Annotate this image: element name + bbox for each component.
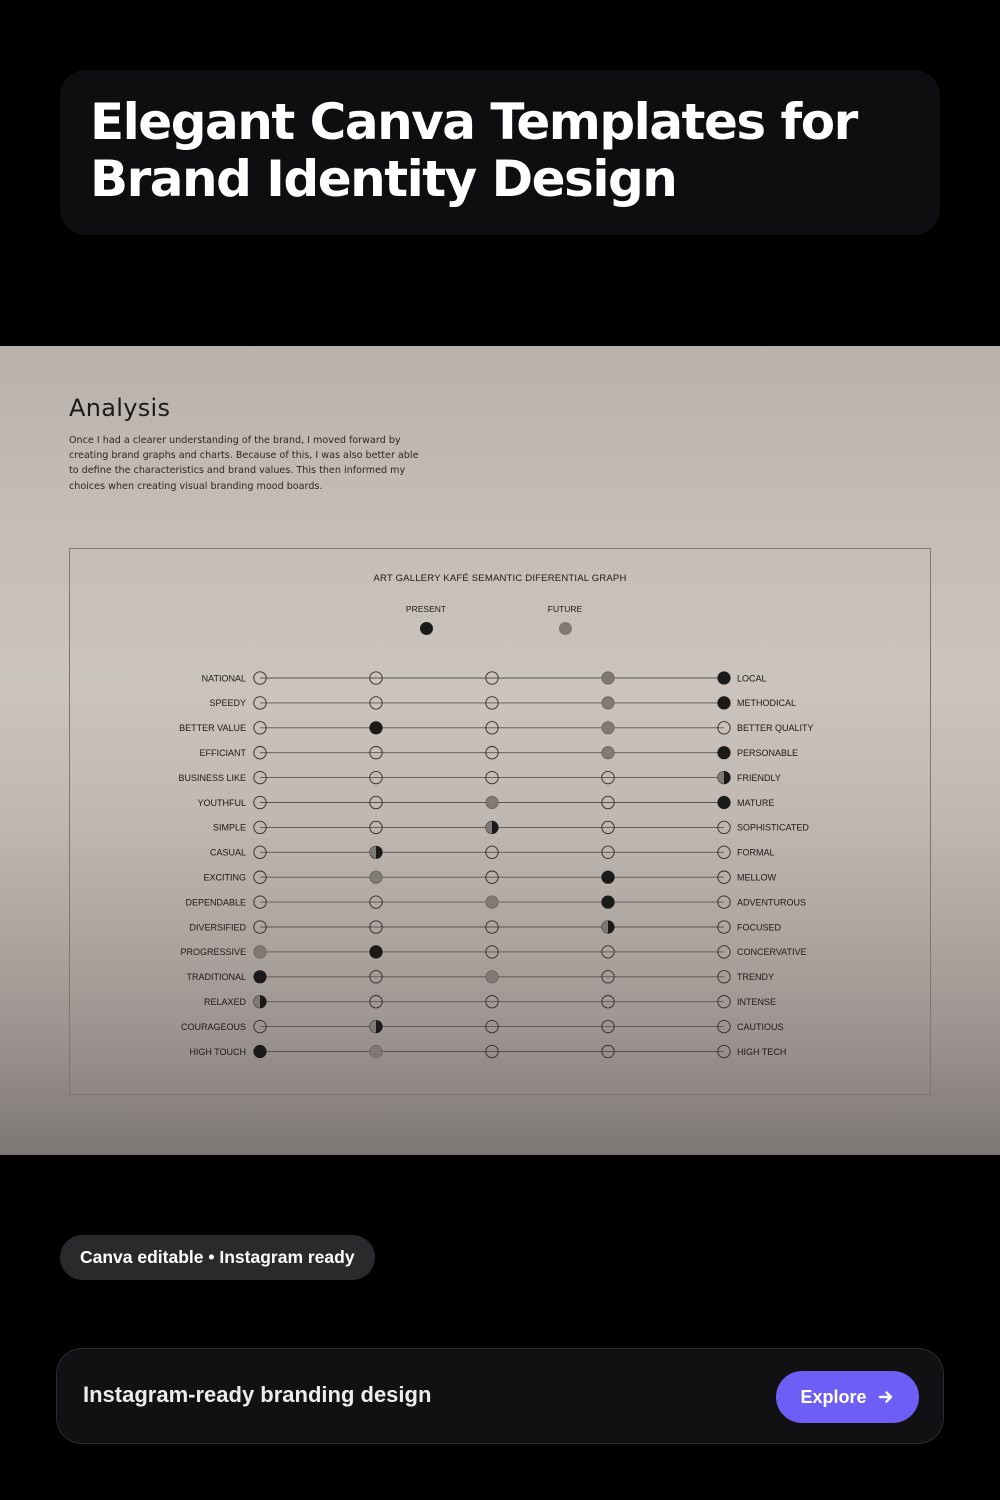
right-trait-label: METHODICAL: [737, 698, 797, 709]
analysis-heading: Analysis: [69, 394, 171, 422]
future-marker: [254, 946, 266, 958]
legend-label-future: FUTURE: [547, 604, 583, 614]
right-trait-label: PERSONABLE: [737, 748, 799, 758]
right-trait-label: CONCERVATIVE: [737, 947, 807, 958]
present-marker: [602, 871, 614, 883]
present-marker: [718, 796, 730, 808]
right-trait-label: FRIENDLY: [737, 772, 781, 783]
left-trait-label: PROGRESSIVE: [180, 947, 246, 958]
left-trait-label: HIGH TOUCH: [189, 1046, 246, 1057]
explore-button-label: Explore: [800, 1386, 867, 1407]
right-trait-label: FORMAL: [737, 847, 775, 858]
right-trait-label: CAUTIOUS: [737, 1021, 784, 1032]
future-marker: [486, 971, 498, 983]
right-trait-label: INTENSE: [737, 997, 777, 1007]
left-trait-label: NATIONAL: [201, 673, 246, 684]
present-marker: [254, 1045, 266, 1057]
graph-title: ART GALLERY KAFÉ SEMANTIC DIFERENTIAL GRAPH: [373, 573, 627, 584]
present-marker: [718, 747, 730, 759]
right-trait-label: SOPHISTICATED: [737, 822, 809, 833]
present-marker: [254, 971, 266, 983]
title-card: [60, 70, 940, 235]
left-trait-label: EFFICIANT: [199, 748, 246, 758]
explore-button[interactable]: [776, 1371, 919, 1423]
present-marker: [370, 946, 382, 958]
left-trait-label: TRADITIONAL: [186, 972, 246, 983]
cta-text: Instagram-ready branding design: [83, 1382, 432, 1407]
right-trait-label: TRENDY: [737, 972, 775, 983]
left-trait-label: DEPENDABLE: [185, 897, 246, 908]
future-half: [370, 1020, 376, 1032]
template-preview: [0, 346, 1000, 1155]
left-trait-label: YOUTHFUL: [197, 797, 246, 808]
right-trait-label: BETTER QUALITY: [737, 723, 814, 734]
analysis-body: Once I had a clearer understanding of the brand, I moved forward by creating brand graphs and charts. Because of this, I was also better able to define the characteristics and brand values. This then informed my choices when creating visual branding mood boards.: [69, 435, 419, 492]
future-marker: [486, 796, 498, 808]
present-marker: [718, 697, 730, 709]
right-trait-label: ADVENTUROUS: [737, 897, 807, 908]
future-half: [370, 846, 376, 858]
graph-plot: [70, 549, 930, 1094]
left-trait-label: RELAXED: [203, 997, 246, 1007]
future-marker: [486, 896, 498, 908]
feature-tag: Canva editable • Instagram ready: [60, 1235, 375, 1280]
right-trait-label: FOCUSED: [737, 922, 782, 933]
left-trait-label: EXCITING: [203, 872, 246, 883]
left-trait-label: COURAGEOUS: [180, 1021, 246, 1032]
legend-label-present: PRESENT: [405, 604, 447, 614]
future-half: [486, 821, 492, 833]
right-trait-label: MELLOW: [737, 872, 777, 883]
left-trait-label: BETTER VALUE: [179, 723, 246, 734]
semantic-graph: [69, 548, 931, 1095]
future-half: [254, 996, 260, 1008]
right-trait-label: LOCAL: [737, 673, 767, 684]
future-marker: [602, 672, 614, 684]
future-half: [602, 921, 608, 933]
future-half: [718, 771, 724, 783]
present-marker: [370, 722, 382, 734]
left-trait-label: BUSINESS LIKE: [178, 772, 246, 783]
page-title: Elegant Canva Templates for Brand Identity Design: [90, 93, 857, 208]
left-trait-label: DIVERSIFIED: [189, 922, 246, 933]
present-marker: [602, 896, 614, 908]
future-marker: [370, 871, 382, 883]
future-marker: [602, 747, 614, 759]
cta-bar: [56, 1348, 944, 1444]
future-marker: [602, 697, 614, 709]
arrow-right-icon: [877, 1388, 895, 1406]
future-marker: [370, 1045, 382, 1057]
right-trait-label: HIGH TECH: [737, 1046, 787, 1057]
left-trait-label: SIMPLE: [212, 822, 246, 833]
present-marker: [718, 672, 730, 684]
future-marker: [602, 722, 614, 734]
right-trait-label: MATURE: [737, 797, 775, 808]
left-trait-label: CASUAL: [209, 847, 246, 858]
left-trait-label: SPEEDY: [209, 698, 246, 709]
